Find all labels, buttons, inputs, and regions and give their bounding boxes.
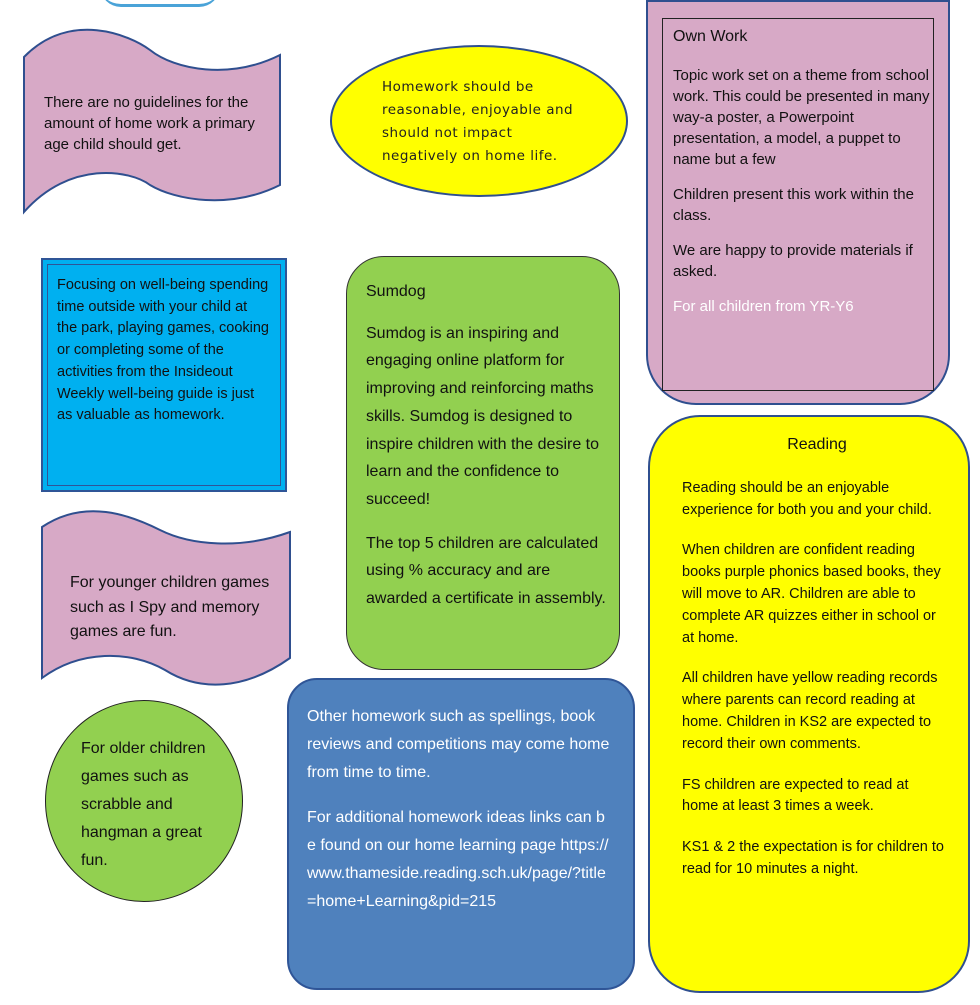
reading-title: Reading (787, 436, 847, 453)
sumdog-paragraph: Sumdog is an inspiring and engaging online platform for improving and reinforcing maths skills. Sumdog is designed to inspire children with the desire to learn and the confidence to succeed! (366, 324, 600, 508)
wellbeing-text: Focusing on well-being spending time outside with your child at the park, playing games, cooking or completing some of the activities from the Insideout Weekly well-being guide is just as valuable as homework. (57, 277, 269, 424)
own-work-paragraph: Children present this work within the class. (673, 186, 914, 224)
own-work-footer: For all children from YR-Y6 (673, 298, 854, 315)
sumdog-content (366, 278, 611, 627)
reading-paragraph: FS children are expected to read at home at least 3 times a week. (682, 776, 909, 815)
older-games-text: For older children games such as scrabble and hangman a great fun. (81, 740, 206, 869)
own-work-paragraph: Topic work set on a theme from school work. This could be presented in many way-a poster, a Powerpoint presentation, a model, a puppet to name but a few (673, 67, 930, 168)
reading-paragraph: All children have yellow reading records where parents can record reading at home. Children in KS2 are expected to record their own comments. (682, 670, 938, 752)
sumdog-title: Sumdog (366, 283, 426, 300)
sumdog-paragraph: The top 5 children are calculated using % accuracy and are awarded a certificate in assembly. (366, 534, 606, 608)
reading-content (682, 434, 944, 895)
homework-oval-text: Homework should be reasonable, enjoyable and should not impact negatively on home life. (382, 79, 574, 164)
reading-paragraph: Reading should be an enjoyable experience for both you and your child. (682, 479, 932, 518)
other-homework-content (307, 703, 612, 930)
own-work-title: Own Work (673, 28, 748, 45)
reading-paragraph: KS1 & 2 the expectation is for children to read for 10 minutes a night. (682, 839, 944, 877)
banner-note-text: There are no guidelines for the amount of home work a primary age child should get. (44, 94, 255, 153)
other-homework-paragraph: Other homework such as spellings, book reviews and competitions may come home from time to time. (307, 708, 610, 781)
reading-paragraph: When children are confident reading books purple phonics based books, they will move to AR. Children are able to complete AR quizzes either in school or at home. (682, 542, 941, 646)
own-work-paragraph: We are happy to provide materials if asked. (673, 242, 913, 280)
younger-games-text: For younger children games such as I Spy and memory games are fun. (70, 574, 270, 640)
own-work-content (673, 26, 933, 331)
other-homework-paragraph: For additional homework ideas links can be found on our home learning page https://www.thameside.reading.sch.uk/page/?title=home+Learning&pid=215 (307, 809, 609, 910)
